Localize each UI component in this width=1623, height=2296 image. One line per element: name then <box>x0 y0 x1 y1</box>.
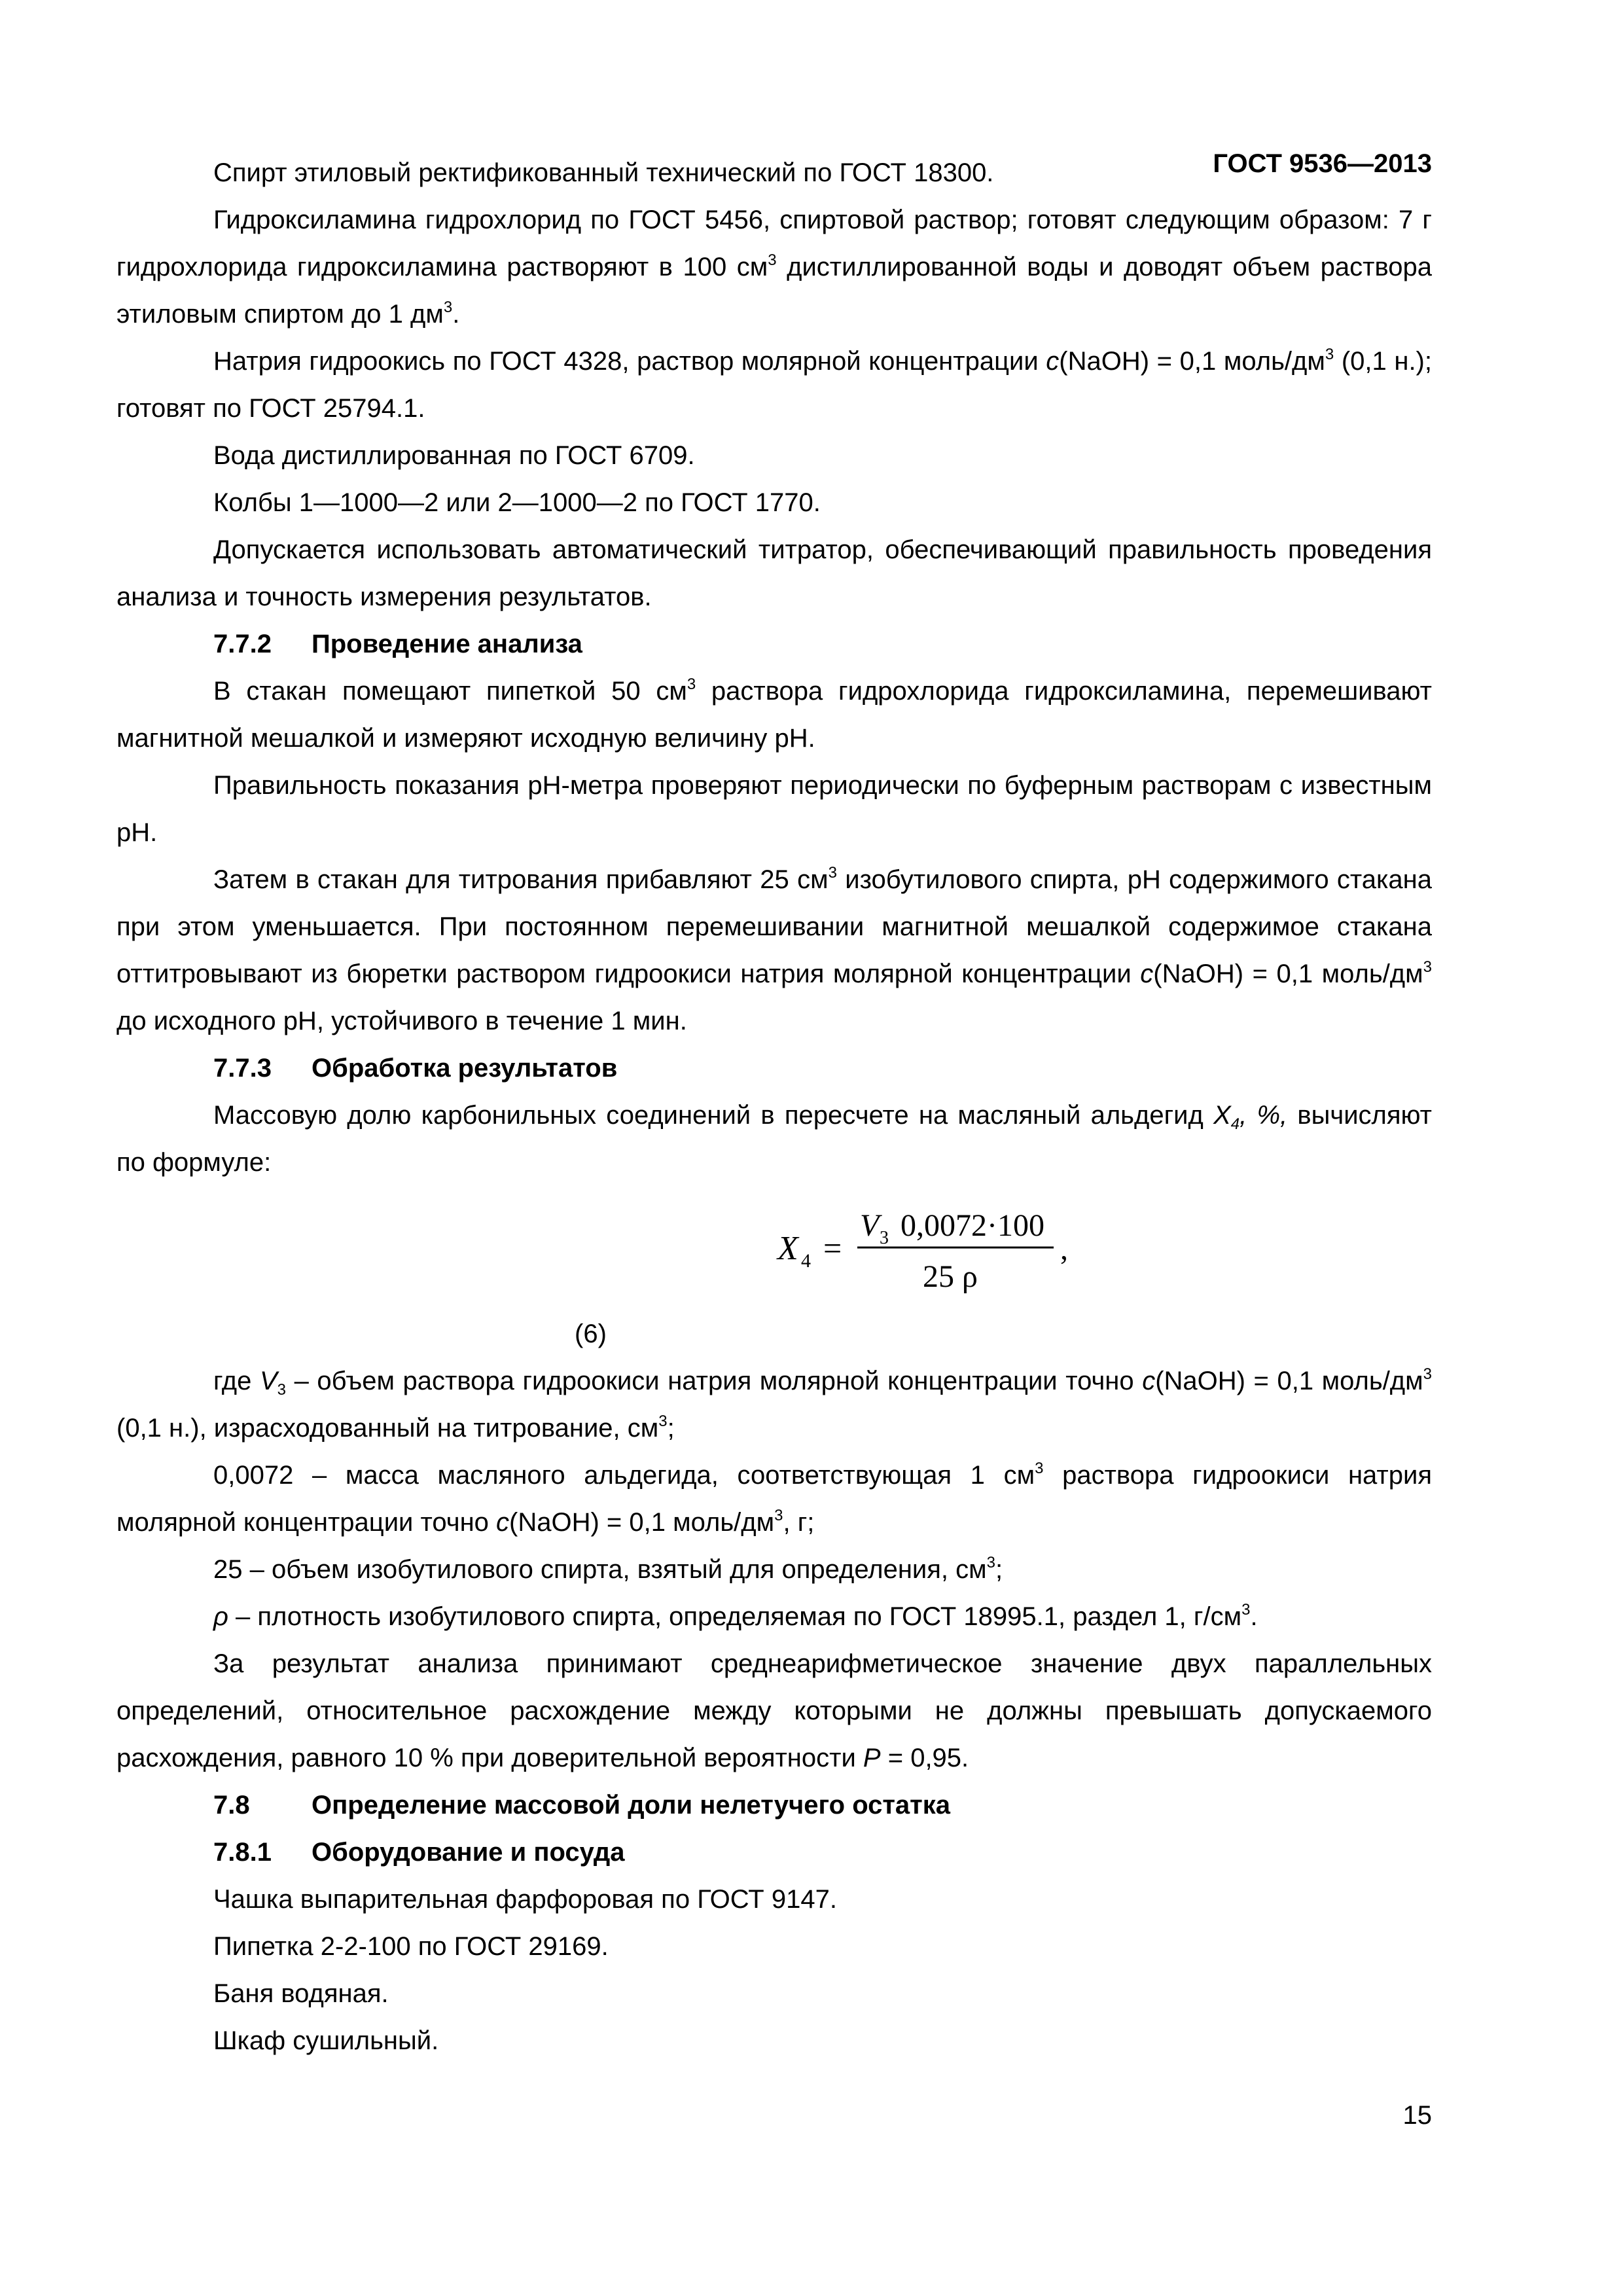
formula-6 <box>116 1186 1432 1310</box>
formula-trail: , <box>1060 1232 1068 1266</box>
paragraph: 0,0072 – масса масляного альдегида, соответствующая 1 $см^3$ раствора гидроокиси натрия молярной концентрации точно c(NaOH) = 0,1 моль/$дм^3$, г; <box>116 1460 1432 1537</box>
section-heading: 7.7.3 Обработка результатов <box>213 1054 618 1083</box>
document-body <box>116 149 1432 2152</box>
paragraph: где $V_3$ – объем раствора гидроокиси натрия молярной концентрации точно c(NaOH) = 0,1 моль/$дм^3$ (0,1 н.), израсходованный на титрование, $см^3$; <box>116 1365 1432 1443</box>
paragraph: 25 – объем изобутилового спирта, взятый для определения, $см^3$; <box>213 1554 1003 1584</box>
formula-denominator: 25 ρ <box>923 1259 978 1294</box>
paragraph: За результат анализа принимают среднеарифметическое значение двух параллельных определений, относительное расхождение между которыми не должны превышать допускаемого расхождения, равного 10 % при доверительной вероятности P = 0,95. <box>116 1649 1432 1772</box>
document-code-header: ГОСТ 9536—2013 <box>1213 149 1432 178</box>
formula-num-rest: 0,0072·100 <box>901 1208 1044 1243</box>
paragraph: Чашка выпарительная фарфоровая по ГОСТ 9147. <box>213 1885 837 1914</box>
paragraph: Натрия гидроокись по ГОСТ 4328, раствор молярной концентрации c(NaOH) = 0,1 моль/$дм^3$ (0,1 н.); готовят по ГОСТ 25794.1. <box>116 346 1432 423</box>
section-heading: 7.8 Определение массовой доли нелетучего остатка <box>213 1791 951 1820</box>
paragraph: Массовую долю карбонильных соединений в пересчете на масляный альдегид $X_4$, %, вычисляют по формуле: <box>116 1101 1432 1177</box>
section-heading: 7.7.2 Проведение анализа <box>213 630 582 658</box>
equation-number: (6) <box>575 1319 607 1348</box>
paragraph: Гидроксиламина гидрохлорид по ГОСТ 5456, спиртовой раствор; готовят следующим образом: 7 г гидрохлорида гидроксиламина растворяют в 100 $см^3$ дистиллированной воды и доводят объем раствора этиловым спиртом до 1 $дм^3$. <box>116 206 1432 329</box>
paragraph: Правильность показания pH-метра проверяют периодически по буферным растворам с известным pH. <box>116 771 1432 847</box>
formula-num-var: V <box>860 1208 880 1243</box>
paragraph: Баня водяная. <box>213 1979 389 2008</box>
paragraph: В стакан помещают пипеткой 50 $см^3$ раствора гидрохлорида гидроксиламина, перемешивают магнитной мешалкой и измеряют исходную величину pH. <box>116 675 1432 753</box>
paragraph: Пипетка 2-2-100 по ГОСТ 29169. <box>213 1932 609 1961</box>
section-heading: 7.8.1 Оборудование и посуда <box>213 1838 625 1867</box>
paragraph: Шкаф сушильный. <box>213 2026 439 2055</box>
paragraph: ρ – плотность изобутилового спирта, определяемая по ГОСТ 18995.1, раздел 1, $г/см^3$. <box>213 1601 1258 1631</box>
paragraph: Спирт этиловый ректификованный технический по ГОСТ 18300. <box>213 158 994 187</box>
paragraph: Допускается использовать автоматический титратор, обеспечивающий правильность проведения анализа и точность измерения результатов. <box>116 535 1432 611</box>
formula-lhs-var: X <box>777 1230 798 1267</box>
formula-equals: = <box>823 1230 842 1266</box>
paragraph: Колбы 1—1000—2 или 2—1000—2 по ГОСТ 1770. <box>213 488 821 517</box>
paragraph: Затем в стакан для титрования прибавляют 25 $см^3$ изобутилового спирта, pH содержимого стакана при этом уменьшается. При постоянном перемешивании магнитной мешалкой содержимое стакана оттитровывают из бюретки раствором гидроокиси натрия молярной концентрации c(NaOH) = 0,1 моль/$дм^3$ до исходного pH, устойчивого в течение 1 мин. <box>116 864 1433 1035</box>
formula-graphic <box>653 1186 1085 1310</box>
paragraph: Вода дистиллированная по ГОСТ 6709. <box>213 441 695 470</box>
formula-lhs-sub: 4 <box>801 1250 811 1272</box>
formula-num-sub: 3 <box>880 1228 889 1248</box>
page-number: 15 <box>1402 2101 1432 2130</box>
